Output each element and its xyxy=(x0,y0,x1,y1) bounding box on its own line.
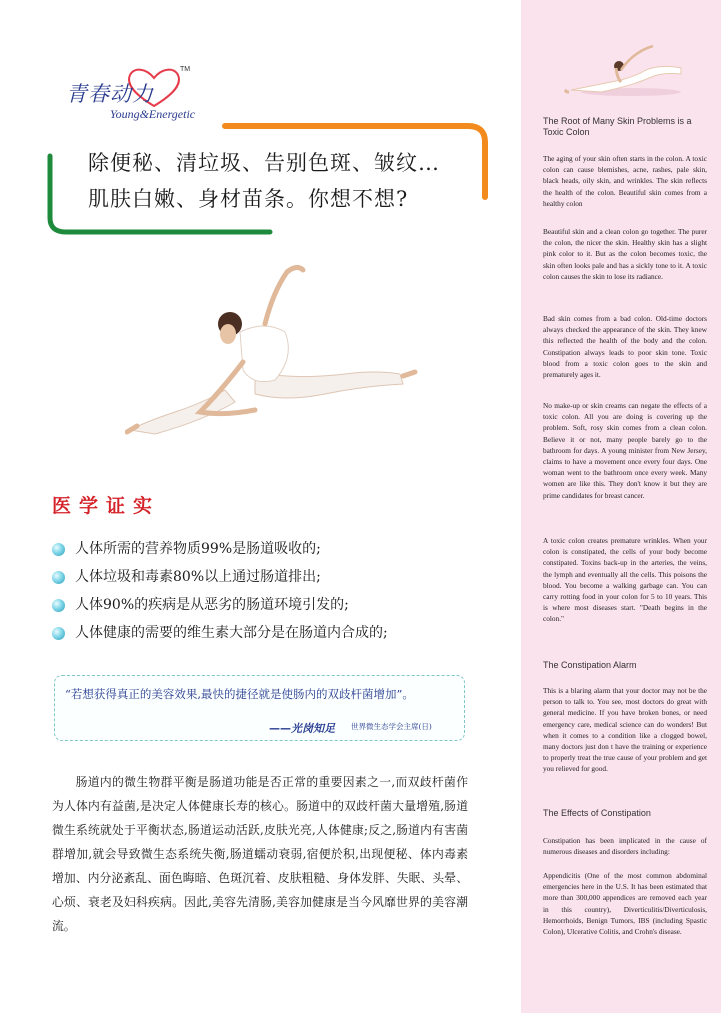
headline-frame xyxy=(40,122,490,238)
sidebar-paragraph: The aging of your skin often starts in the colon. A toxic colon can cause blemishes, acne, rashes, pale skin, black heads, oily skin, and wrinkles. The skin reflects the health of the colon. Beautiful skin comes from a healthy colon xyxy=(543,154,707,208)
trademark-mark: TM xyxy=(180,66,191,73)
quote-source: 世界微生态学会主席(日) xyxy=(351,722,432,731)
sidebar-heading-effects: The Effects of Constipation xyxy=(543,808,651,818)
sidebar-heading-constipation-alarm: The Constipation Alarm xyxy=(543,660,637,670)
quote-text: “若想获得真正的美容效果,最快的捷径就是使肠内的双歧杆菌增加”。 xyxy=(65,687,414,701)
quote-signature: ——光岗知足 xyxy=(269,722,335,735)
brand-logo xyxy=(62,66,212,126)
logo-english-text: Young&Energetic xyxy=(110,107,196,121)
sidebar-paragraph: Constipation has been implicated in the cause of numerous diseases and disorders including: xyxy=(543,836,707,857)
sidebar-paragraph: No make-up or skin creams can negate the effects of a toxic colon. All you are doing is covering up the problem. Soft, rosy skin comes from a clean colon. Believe it or not, many people barely go to the bathroom for days. A young minister from New Jersey, claims to have a movement once every four days. One woman went to the bathroom once every week. Many women are like this. They don't know it but they are prime candidates for breast cancer. xyxy=(543,401,707,500)
bullet-icon xyxy=(52,571,65,584)
logo-chinese-text: 青春动力 xyxy=(66,82,154,106)
section-title-medical: 医学证实 xyxy=(52,495,161,517)
sidebar-paragraph: Beautiful skin and a clean colon go together. The purer the colon, the nicer the skin. Healthy skin has a slight pink color to it. But as the colon becomes toxic, the skin often looks pale and has a sickly tone to it. A toxic colon causes the skin to lose its radiance. xyxy=(543,227,707,281)
bullet-icon xyxy=(52,543,65,556)
body-paragraph: 肠道内的微生物群平衡是肠道功能是否正常的重要因素之一,而双歧杆菌作为人体内有益菌,是决定人体健康长寿的核心。肠道中的双歧杆菌大量增殖,肠道微生系统就处于平衡状态,肠道运动活跃,皮肤光亮,人体健康;反之,肠道内有害菌群增加,就会导致微生态系统失衡,肠道蠕动衰弱,宿便於积,出现便秘、体内毒素增加、内分泌紊乱、面色晦暗、色斑沉着、皮肤粗糙、身体发胖、失眠、头晕、心烦、衰老及妇科疾病。因此,美容先清肠,美容加健康是当今风靡世界的美容潮流。 xyxy=(52,775,468,933)
small-yoga-figure-image xyxy=(561,40,691,100)
sidebar-paragraph: Appendicitis (One of the most common abdominal emergencies here in the U.S. It has been estimated that more than 300,000 appendices are removed each year in this country), Diverticulitis/Diverticulosis, Hemorrhoids, Benign Tumors, IBS (including Spastic Colon), Ulcerative Colitis, and Crohn's disease. xyxy=(543,871,707,937)
english-sidebar xyxy=(521,0,721,1013)
yoga-woman-image xyxy=(125,262,425,442)
quote-box xyxy=(54,675,465,741)
sidebar-paragraph: Bad skin comes from a bad colon. Old-time doctors always checked the appearance of the skin. They knew this reflected the health of the body and the colon. Constipation always leads to poor skin tone. Toxic blood from a toxic colon goes to the skin and prematurely ages it. xyxy=(543,314,707,380)
headline-line-2: 肌肤白嫩、身材苗条。你想不想? xyxy=(88,187,409,211)
sidebar-paragraph: This is a blaring alarm that your doctor may not be the person to talk to. You see, most doctors do great with general medicine. If you have broken bones, or need emergency care, medical science can do wonders! But when it comes to a condition like a clogged bowel, many doctors just don t have the training or experience to properly treat the true cause of your problem and get you relieved for good. xyxy=(543,686,707,774)
headline-line-1: 除便秘、清垃圾、告别色斑、皱纹… xyxy=(88,151,440,175)
sidebar-heading-toxic-colon: The Root of Many Skin Problems is a Toxic Colon xyxy=(543,116,692,137)
sidebar-paragraph: A toxic colon creates premature wrinkles. When your colon is constipated, the cells of your body become constipated. Toxins back-up in the arteries, the veins, the lymph and eventually all the cells. This poisons the blood. You become a walking garbage can. You can carry rotting food in your colon for 5 to 10 years. This is where most diseases start. "Death begins in the colon." xyxy=(543,536,707,624)
bullet-icon xyxy=(52,599,65,612)
bullet-icon xyxy=(52,627,65,640)
